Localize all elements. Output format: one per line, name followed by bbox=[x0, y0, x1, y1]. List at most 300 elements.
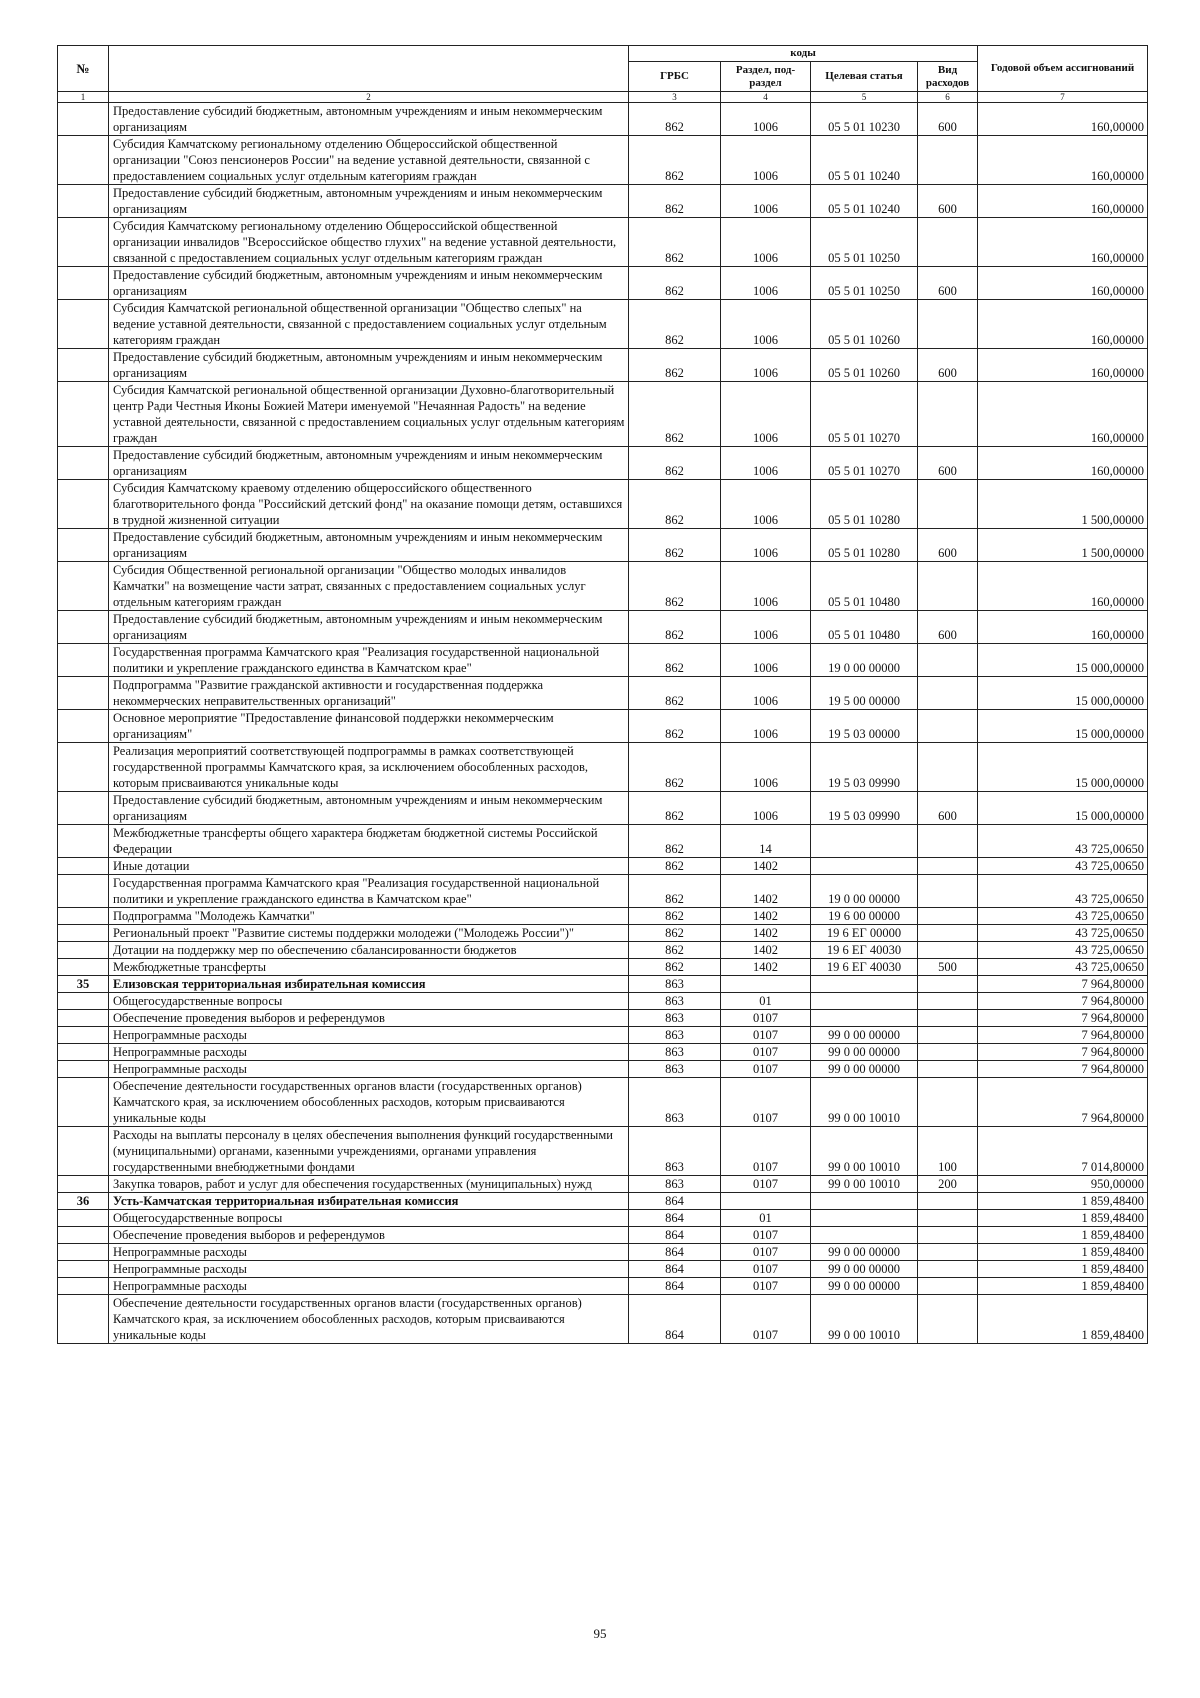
row-razdel bbox=[721, 1193, 811, 1210]
row-grbs: 862 bbox=[629, 875, 721, 908]
row-name: Расходы на выплаты персоналу в целях обеспечения выполнения функций государственными (муниципальными) органами, казенными учреждениями, органами управления государственными внебюджетными фондами bbox=[109, 1127, 629, 1176]
table-row bbox=[58, 959, 1148, 976]
row-target bbox=[811, 825, 918, 858]
row-grbs: 863 bbox=[629, 1078, 721, 1127]
row-target bbox=[811, 1227, 918, 1244]
row-vid bbox=[918, 908, 978, 925]
row-number bbox=[58, 1244, 109, 1261]
row-grbs: 862 bbox=[629, 908, 721, 925]
table-row bbox=[58, 1176, 1148, 1193]
table-row bbox=[58, 908, 1148, 925]
row-amount: 160,00000 bbox=[978, 267, 1148, 300]
row-vid bbox=[918, 677, 978, 710]
row-number bbox=[58, 1027, 109, 1044]
row-amount: 7 964,80000 bbox=[978, 1010, 1148, 1027]
row-number bbox=[58, 1061, 109, 1078]
row-razdel: 0107 bbox=[721, 1244, 811, 1261]
column-number: 1 bbox=[58, 92, 109, 103]
table-row bbox=[58, 300, 1148, 349]
row-vid bbox=[918, 1044, 978, 1061]
row-vid bbox=[918, 480, 978, 529]
row-razdel: 1006 bbox=[721, 792, 811, 825]
row-razdel: 1006 bbox=[721, 447, 811, 480]
header-grbs: ГРБС bbox=[629, 62, 721, 92]
row-amount: 1 500,00000 bbox=[978, 529, 1148, 562]
row-name: Реализация мероприятий соответствующей подпрограммы в рамках соответствующей государственной программы Камчатского края, за исключением обособленных расходов, которым присваиваются уникальные коды bbox=[109, 743, 629, 792]
table-row bbox=[58, 875, 1148, 908]
row-number bbox=[58, 1227, 109, 1244]
row-number bbox=[58, 562, 109, 611]
table-row bbox=[58, 1127, 1148, 1176]
table-body bbox=[58, 103, 1148, 1344]
row-number bbox=[58, 349, 109, 382]
row-amount: 15 000,00000 bbox=[978, 743, 1148, 792]
row-vid bbox=[918, 1193, 978, 1210]
row-name: Предоставление субсидий бюджетным, автономным учреждениям и иным некоммерческим организациям bbox=[109, 103, 629, 136]
row-amount: 7 964,80000 bbox=[978, 993, 1148, 1010]
row-vid bbox=[918, 942, 978, 959]
table-row bbox=[58, 1244, 1148, 1261]
row-vid bbox=[918, 382, 978, 447]
row-grbs: 862 bbox=[629, 300, 721, 349]
row-razdel: 1006 bbox=[721, 562, 811, 611]
table-row bbox=[58, 1295, 1148, 1344]
row-vid bbox=[918, 1061, 978, 1078]
row-name: Иные дотации bbox=[109, 858, 629, 875]
row-razdel: 0107 bbox=[721, 1261, 811, 1278]
row-name: Непрограммные расходы bbox=[109, 1244, 629, 1261]
row-vid: 600 bbox=[918, 103, 978, 136]
row-vid: 100 bbox=[918, 1127, 978, 1176]
row-vid: 600 bbox=[918, 529, 978, 562]
row-name: Непрограммные расходы bbox=[109, 1044, 629, 1061]
row-razdel: 1006 bbox=[721, 382, 811, 447]
row-target: 99 0 00 00000 bbox=[811, 1044, 918, 1061]
row-target: 99 0 00 00000 bbox=[811, 1278, 918, 1295]
row-grbs: 863 bbox=[629, 1044, 721, 1061]
row-amount: 1 859,48400 bbox=[978, 1210, 1148, 1227]
table-row bbox=[58, 925, 1148, 942]
row-amount: 43 725,00650 bbox=[978, 875, 1148, 908]
row-number bbox=[58, 644, 109, 677]
row-vid bbox=[918, 825, 978, 858]
row-vid bbox=[918, 1227, 978, 1244]
page-number: 95 bbox=[593, 1626, 607, 1641]
table-row bbox=[58, 1261, 1148, 1278]
row-razdel: 0107 bbox=[721, 1176, 811, 1193]
row-vid: 600 bbox=[918, 267, 978, 300]
row-target: 05 5 01 10250 bbox=[811, 267, 918, 300]
row-number bbox=[58, 1210, 109, 1227]
column-number: 3 bbox=[629, 92, 721, 103]
row-name: Елизовская территориальная избирательная комиссия bbox=[109, 976, 629, 993]
row-vid bbox=[918, 1278, 978, 1295]
row-razdel: 1006 bbox=[721, 185, 811, 218]
row-target: 19 6 ЕГ 40030 bbox=[811, 959, 918, 976]
row-name: Подпрограмма "Развитие гражданской активности и государственная поддержка некоммерческих неправительственных организаций" bbox=[109, 677, 629, 710]
column-number: 5 bbox=[811, 92, 918, 103]
row-razdel: 1402 bbox=[721, 858, 811, 875]
table-row bbox=[58, 103, 1148, 136]
row-target: 05 5 01 10240 bbox=[811, 185, 918, 218]
row-name: Предоставление субсидий бюджетным, автономным учреждениям и иным некоммерческим организациям bbox=[109, 611, 629, 644]
row-vid: 500 bbox=[918, 959, 978, 976]
row-grbs: 862 bbox=[629, 349, 721, 382]
row-razdel: 0107 bbox=[721, 1061, 811, 1078]
table-row bbox=[58, 993, 1148, 1010]
row-number bbox=[58, 875, 109, 908]
row-number bbox=[58, 1078, 109, 1127]
row-grbs: 862 bbox=[629, 792, 721, 825]
row-number bbox=[58, 743, 109, 792]
row-name: Государственная программа Камчатского края "Реализация государственной национальной политики и укрепление гражданского единства в Камчатском крае" bbox=[109, 875, 629, 908]
row-razdel: 14 bbox=[721, 825, 811, 858]
row-amount: 950,00000 bbox=[978, 1176, 1148, 1193]
row-number bbox=[58, 792, 109, 825]
row-grbs: 862 bbox=[629, 267, 721, 300]
table-row bbox=[58, 858, 1148, 875]
row-razdel: 0107 bbox=[721, 1127, 811, 1176]
row-name: Межбюджетные трансферты общего характера бюджетам бюджетной системы Российской Федерации bbox=[109, 825, 629, 858]
row-razdel: 1006 bbox=[721, 267, 811, 300]
row-number bbox=[58, 858, 109, 875]
row-number bbox=[58, 185, 109, 218]
row-razdel: 01 bbox=[721, 1210, 811, 1227]
header-amount: Годовой объем ассигнований bbox=[978, 46, 1148, 92]
row-vid: 600 bbox=[918, 792, 978, 825]
row-target: 05 5 01 10230 bbox=[811, 103, 918, 136]
row-grbs: 864 bbox=[629, 1244, 721, 1261]
row-razdel: 1006 bbox=[721, 218, 811, 267]
row-razdel: 1006 bbox=[721, 349, 811, 382]
row-vid bbox=[918, 976, 978, 993]
row-number bbox=[58, 267, 109, 300]
table-row bbox=[58, 825, 1148, 858]
row-grbs: 862 bbox=[629, 447, 721, 480]
budget-table-sheet bbox=[57, 45, 1147, 1344]
row-name: Обеспечение деятельности государственных органов власти (государственных органов) Камчатского края, за исключением обособленных расходов, которым присваиваются уникальные коды bbox=[109, 1295, 629, 1344]
row-razdel: 1006 bbox=[721, 677, 811, 710]
row-vid bbox=[918, 1210, 978, 1227]
row-target bbox=[811, 1193, 918, 1210]
row-vid bbox=[918, 925, 978, 942]
row-target: 99 0 00 00000 bbox=[811, 1261, 918, 1278]
row-name: Субсидия Камчатской региональной общественной организации "Общество слепых" на ведение уставной деятельности, связанной с предоставлением социальных услуг отдельным категориям граждан bbox=[109, 300, 629, 349]
row-target: 05 5 01 10270 bbox=[811, 447, 918, 480]
row-vid bbox=[918, 562, 978, 611]
row-number bbox=[58, 710, 109, 743]
row-vid bbox=[918, 710, 978, 743]
row-target: 19 6 00 00000 bbox=[811, 908, 918, 925]
row-grbs: 862 bbox=[629, 611, 721, 644]
row-grbs: 864 bbox=[629, 1193, 721, 1210]
row-name: Региональный проект "Развитие системы поддержки молодежи ("Молодежь России")" bbox=[109, 925, 629, 942]
row-grbs: 862 bbox=[629, 185, 721, 218]
row-number bbox=[58, 218, 109, 267]
row-amount: 15 000,00000 bbox=[978, 644, 1148, 677]
row-number bbox=[58, 925, 109, 942]
row-target bbox=[811, 976, 918, 993]
row-vid: 600 bbox=[918, 447, 978, 480]
row-grbs: 862 bbox=[629, 103, 721, 136]
row-amount: 160,00000 bbox=[978, 382, 1148, 447]
header-target: Целевая статья bbox=[811, 62, 918, 92]
row-amount: 15 000,00000 bbox=[978, 710, 1148, 743]
row-number bbox=[58, 480, 109, 529]
table-row bbox=[58, 136, 1148, 185]
row-amount: 15 000,00000 bbox=[978, 677, 1148, 710]
row-name: Непрограммные расходы bbox=[109, 1261, 629, 1278]
row-amount: 1 859,48400 bbox=[978, 1193, 1148, 1210]
table-row bbox=[58, 382, 1148, 447]
row-name: Субсидия Камчатской региональной общественной организации Духовно-благотворительный центр Ради Честныя Иконы Божией Матери именуемой "Нечаянная Радость" на ведение уставной деятельности, связанной с предоставлением социальных услуг отдельным категориям граждан bbox=[109, 382, 629, 447]
row-target: 99 0 00 10010 bbox=[811, 1176, 918, 1193]
row-grbs: 862 bbox=[629, 136, 721, 185]
row-target: 05 5 01 10480 bbox=[811, 562, 918, 611]
row-target: 05 5 01 10480 bbox=[811, 611, 918, 644]
row-razdel: 1006 bbox=[721, 710, 811, 743]
table-row bbox=[58, 1010, 1148, 1027]
table-row bbox=[58, 480, 1148, 529]
row-number bbox=[58, 1010, 109, 1027]
column-numbers-row bbox=[58, 92, 1148, 103]
row-name: Общегосударственные вопросы bbox=[109, 993, 629, 1010]
table-row bbox=[58, 743, 1148, 792]
row-target bbox=[811, 858, 918, 875]
row-amount: 43 725,00650 bbox=[978, 942, 1148, 959]
row-amount: 43 725,00650 bbox=[978, 959, 1148, 976]
row-amount: 160,00000 bbox=[978, 611, 1148, 644]
row-vid bbox=[918, 1078, 978, 1127]
row-razdel: 1006 bbox=[721, 529, 811, 562]
row-grbs: 863 bbox=[629, 1010, 721, 1027]
table-row bbox=[58, 1044, 1148, 1061]
row-name: Предоставление субсидий бюджетным, автономным учреждениям и иным некоммерческим организациям bbox=[109, 185, 629, 218]
row-target: 19 0 00 00000 bbox=[811, 644, 918, 677]
row-number bbox=[58, 1261, 109, 1278]
row-target: 19 6 ЕГ 40030 bbox=[811, 942, 918, 959]
row-grbs: 862 bbox=[629, 942, 721, 959]
header-no: № bbox=[58, 46, 109, 92]
row-name: Непрограммные расходы bbox=[109, 1027, 629, 1044]
row-name: Государственная программа Камчатского края "Реализация государственной национальной политики и укрепление гражданского единства в Камчатском крае" bbox=[109, 644, 629, 677]
row-target: 19 5 03 09990 bbox=[811, 743, 918, 792]
row-name: Субсидия Камчатскому региональному отделению Общероссийской общественной организации "Союз пенсионеров России" на ведение уставной деятельности, связанной с предоставлением социальных услуг отдельным категориям граждан bbox=[109, 136, 629, 185]
row-name: Межбюджетные трансферты bbox=[109, 959, 629, 976]
row-amount: 160,00000 bbox=[978, 136, 1148, 185]
row-razdel: 0107 bbox=[721, 1227, 811, 1244]
table-row bbox=[58, 1078, 1148, 1127]
table-row bbox=[58, 562, 1148, 611]
row-grbs: 864 bbox=[629, 1261, 721, 1278]
table-row bbox=[58, 1193, 1148, 1210]
table-row bbox=[58, 792, 1148, 825]
row-razdel: 0107 bbox=[721, 1278, 811, 1295]
row-grbs: 864 bbox=[629, 1295, 721, 1344]
row-grbs: 862 bbox=[629, 480, 721, 529]
table-row bbox=[58, 529, 1148, 562]
row-name: Предоставление субсидий бюджетным, автономным учреждениям и иным некоммерческим организациям bbox=[109, 792, 629, 825]
row-amount: 7 964,80000 bbox=[978, 1061, 1148, 1078]
row-name: Обеспечение проведения выборов и референдумов bbox=[109, 1010, 629, 1027]
row-name: Обеспечение проведения выборов и референдумов bbox=[109, 1227, 629, 1244]
row-target bbox=[811, 993, 918, 1010]
row-target: 99 0 00 00000 bbox=[811, 1244, 918, 1261]
row-amount: 160,00000 bbox=[978, 562, 1148, 611]
row-amount: 1 500,00000 bbox=[978, 480, 1148, 529]
row-number bbox=[58, 611, 109, 644]
row-name: Основное мероприятие "Предоставление финансовой поддержки некоммерческим организациям" bbox=[109, 710, 629, 743]
row-amount: 1 859,48400 bbox=[978, 1244, 1148, 1261]
row-number bbox=[58, 959, 109, 976]
table-row bbox=[58, 976, 1148, 993]
row-vid bbox=[918, 1244, 978, 1261]
row-grbs: 862 bbox=[629, 858, 721, 875]
row-target: 19 5 03 00000 bbox=[811, 710, 918, 743]
row-target bbox=[811, 1210, 918, 1227]
table-row bbox=[58, 1227, 1148, 1244]
row-razdel: 1006 bbox=[721, 480, 811, 529]
row-amount: 160,00000 bbox=[978, 349, 1148, 382]
row-razdel: 1006 bbox=[721, 644, 811, 677]
row-amount: 7 964,80000 bbox=[978, 976, 1148, 993]
table-row bbox=[58, 710, 1148, 743]
table-row bbox=[58, 677, 1148, 710]
row-amount: 15 000,00000 bbox=[978, 792, 1148, 825]
row-name: Предоставление субсидий бюджетным, автономным учреждениям и иным некоммерческим организациям bbox=[109, 529, 629, 562]
table-row bbox=[58, 1278, 1148, 1295]
row-number bbox=[58, 136, 109, 185]
row-grbs: 862 bbox=[629, 562, 721, 611]
row-name: Обеспечение деятельности государственных органов власти (государственных органов) Камчатского края, за исключением обособленных расходов, которым присваиваются уникальные коды bbox=[109, 1078, 629, 1127]
row-target bbox=[811, 1010, 918, 1027]
row-number bbox=[58, 677, 109, 710]
row-razdel: 01 bbox=[721, 993, 811, 1010]
row-target: 99 0 00 00000 bbox=[811, 1061, 918, 1078]
row-razdel: 0107 bbox=[721, 1010, 811, 1027]
row-vid bbox=[918, 1010, 978, 1027]
table-row bbox=[58, 218, 1148, 267]
row-vid bbox=[918, 300, 978, 349]
row-razdel: 1402 bbox=[721, 959, 811, 976]
row-vid bbox=[918, 858, 978, 875]
row-name: Подпрограмма "Молодежь Камчатки" bbox=[109, 908, 629, 925]
row-grbs: 862 bbox=[629, 825, 721, 858]
row-target: 19 5 03 09990 bbox=[811, 792, 918, 825]
row-amount: 160,00000 bbox=[978, 300, 1148, 349]
row-grbs: 864 bbox=[629, 1227, 721, 1244]
row-amount: 1 859,48400 bbox=[978, 1261, 1148, 1278]
row-number bbox=[58, 993, 109, 1010]
row-number bbox=[58, 942, 109, 959]
header-razdel: Раздел, под-раздел bbox=[721, 62, 811, 92]
row-razdel: 1402 bbox=[721, 875, 811, 908]
row-razdel: 1006 bbox=[721, 611, 811, 644]
row-target: 05 5 01 10280 bbox=[811, 480, 918, 529]
row-amount: 1 859,48400 bbox=[978, 1295, 1148, 1344]
row-amount: 160,00000 bbox=[978, 185, 1148, 218]
row-grbs: 863 bbox=[629, 976, 721, 993]
row-name: Непрограммные расходы bbox=[109, 1061, 629, 1078]
column-number: 6 bbox=[918, 92, 978, 103]
row-number bbox=[58, 1278, 109, 1295]
row-vid bbox=[918, 993, 978, 1010]
column-number: 7 bbox=[978, 92, 1148, 103]
table-row bbox=[58, 267, 1148, 300]
row-number bbox=[58, 382, 109, 447]
row-amount: 43 725,00650 bbox=[978, 825, 1148, 858]
row-grbs: 864 bbox=[629, 1278, 721, 1295]
row-number bbox=[58, 103, 109, 136]
row-target: 19 0 00 00000 bbox=[811, 875, 918, 908]
row-vid: 600 bbox=[918, 611, 978, 644]
row-vid bbox=[918, 875, 978, 908]
row-amount: 7 964,80000 bbox=[978, 1044, 1148, 1061]
row-razdel: 1006 bbox=[721, 743, 811, 792]
row-vid bbox=[918, 1261, 978, 1278]
row-vid bbox=[918, 644, 978, 677]
row-razdel: 1006 bbox=[721, 136, 811, 185]
table-header bbox=[58, 46, 1148, 103]
budget-table bbox=[57, 45, 1148, 1344]
row-target: 05 5 01 10260 bbox=[811, 349, 918, 382]
row-target: 05 5 01 10250 bbox=[811, 218, 918, 267]
row-name: Предоставление субсидий бюджетным, автономным учреждениям и иным некоммерческим организациям bbox=[109, 267, 629, 300]
row-amount: 7 014,80000 bbox=[978, 1127, 1148, 1176]
row-razdel: 0107 bbox=[721, 1078, 811, 1127]
table-row bbox=[58, 644, 1148, 677]
header-vid: Вид расходов bbox=[918, 62, 978, 92]
row-number bbox=[58, 825, 109, 858]
row-name: Субсидия Камчатскому краевому отделению общероссийского общественного благотворительного фонда "Российский детский фонд" на оказание помощи детям, оставшихся в трудной жизненной ситуации bbox=[109, 480, 629, 529]
row-grbs: 862 bbox=[629, 959, 721, 976]
table-row bbox=[58, 942, 1148, 959]
row-razdel: 1006 bbox=[721, 103, 811, 136]
row-razdel: 0107 bbox=[721, 1295, 811, 1344]
row-name: Непрограммные расходы bbox=[109, 1278, 629, 1295]
row-target: 99 0 00 00000 bbox=[811, 1027, 918, 1044]
row-vid bbox=[918, 1295, 978, 1344]
row-grbs: 862 bbox=[629, 925, 721, 942]
row-target: 99 0 00 10010 bbox=[811, 1295, 918, 1344]
table-row bbox=[58, 1210, 1148, 1227]
row-name: Субсидия Общественной региональной организации "Общество молодых инвалидов Камчатки" на возмещение части затрат, связанных с предоставлением социальных услуг отдельным категориям граждан bbox=[109, 562, 629, 611]
row-target: 05 5 01 10270 bbox=[811, 382, 918, 447]
row-target: 99 0 00 10010 bbox=[811, 1127, 918, 1176]
row-name: Предоставление субсидий бюджетным, автономным учреждениям и иным некоммерческим организациям bbox=[109, 349, 629, 382]
row-target: 19 5 00 00000 bbox=[811, 677, 918, 710]
row-number bbox=[58, 300, 109, 349]
header-codes: коды bbox=[629, 46, 978, 62]
row-number: 36 bbox=[58, 1193, 109, 1210]
row-name: Общегосударственные вопросы bbox=[109, 1210, 629, 1227]
row-grbs: 863 bbox=[629, 1176, 721, 1193]
row-amount: 43 725,00650 bbox=[978, 925, 1148, 942]
row-razdel: 1402 bbox=[721, 942, 811, 959]
column-number: 2 bbox=[109, 92, 629, 103]
row-name: Усть-Камчатская территориальная избирательная комиссия bbox=[109, 1193, 629, 1210]
row-vid bbox=[918, 136, 978, 185]
row-razdel: 1402 bbox=[721, 925, 811, 942]
row-name: Предоставление субсидий бюджетным, автономным учреждениям и иным некоммерческим организациям bbox=[109, 447, 629, 480]
row-number bbox=[58, 1044, 109, 1061]
row-vid: 200 bbox=[918, 1176, 978, 1193]
row-amount: 7 964,80000 bbox=[978, 1078, 1148, 1127]
row-number bbox=[58, 1176, 109, 1193]
table-row bbox=[58, 185, 1148, 218]
row-target: 19 6 ЕГ 00000 bbox=[811, 925, 918, 942]
row-grbs: 862 bbox=[629, 710, 721, 743]
